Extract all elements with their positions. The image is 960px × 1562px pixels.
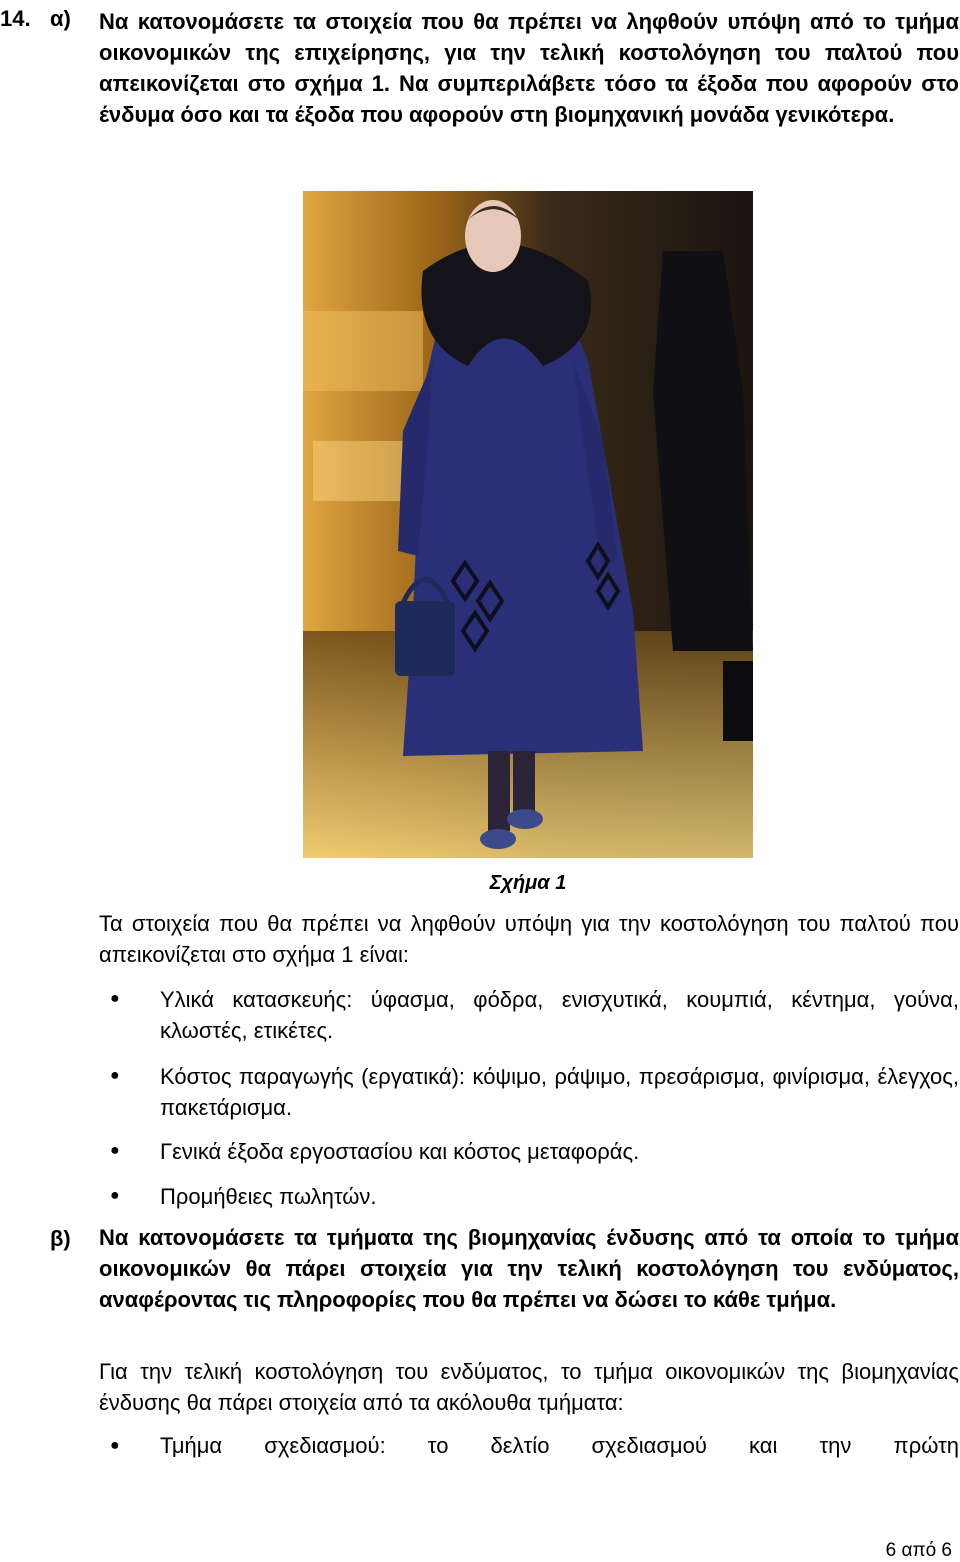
answer-a-bullet: Προμήθειες πωλητών. [160,1184,377,1209]
part-a-label: α) [50,6,71,31]
figure-caption: Σχήμα 1 [489,872,567,894]
answer-a-bullet: Υλικά κατασκευής: ύφασμα, φόδρα, ενισχυτικά, κουμπιά, κέντημα, γούνα, κλωστές, ετικέτες. [160,987,959,1043]
part-b-question: Να κατονομάσετε τα τμήματα της βιομηχανίας ένδυσης από τα οποία το τμήμα οικονομικών θα πάρει στοιχεία για την τελική κοστολόγηση του ενδύματος, αναφέροντας τις πληροφορίες που θα πρέπει να δώσει το κάθε τμήμα. [99,1225,959,1312]
bullet-icon: ● [110,990,120,1007]
coat-photo-illustration [303,191,753,858]
answer-a-bullet: Κόστος παραγωγής (εργατικά): κόψιμο, ράψιμο, πρεσάρισμα, φινίρισμα, έλεγχος, πακετάρισμα. [160,1064,959,1120]
answer-a-intro: Τα στοιχεία που θα πρέπει να ληφθούν υπόψη για την κοστολόγηση του παλτού που απεικονίζεται στο σχήμα 1 είναι: [99,911,959,967]
part-a-question: Να κατονομάσετε τα στοιχεία που θα πρέπει να ληφθούν υπόψη από το τμήμα οικονομικών της επιχείρησης, για την τελική κοστολόγηση του παλτού που απεικονίζεται στο σχήμα 1. Να συμπεριλάβετε τόσο τα έξοδα που αφορούν στο ένδυμα όσο και τα έξοδα που αφορούν στη βιομηχανική μονάδα γενικότερα. [99,9,959,127]
bullet-icon: ● [110,1437,120,1454]
bullet-icon: ● [110,1187,120,1204]
answer-b-intro: Για την τελική κοστολόγηση του ενδύματος, το τμήμα οικονομικών της βιομηχανίας ένδυσης θα πάρει στοιχεία από τα ακόλουθα τμήματα: [99,1359,959,1415]
answer-a-bullet: Γενικά έξοδα εργοστασίου και κόστος μεταφοράς. [160,1139,640,1164]
question-number: 14. [0,6,31,31]
page-number: 6 από 6 [885,1540,952,1561]
bullet-icon: ● [110,1142,120,1159]
bullet-icon: ● [110,1067,120,1084]
part-b-label: β) [50,1226,71,1251]
answer-b-bullet: Τμήμα σχεδιασμού: το δελτίο σχεδιασμού και την πρώτη [160,1433,959,1458]
figure-coat-photo [303,191,753,858]
